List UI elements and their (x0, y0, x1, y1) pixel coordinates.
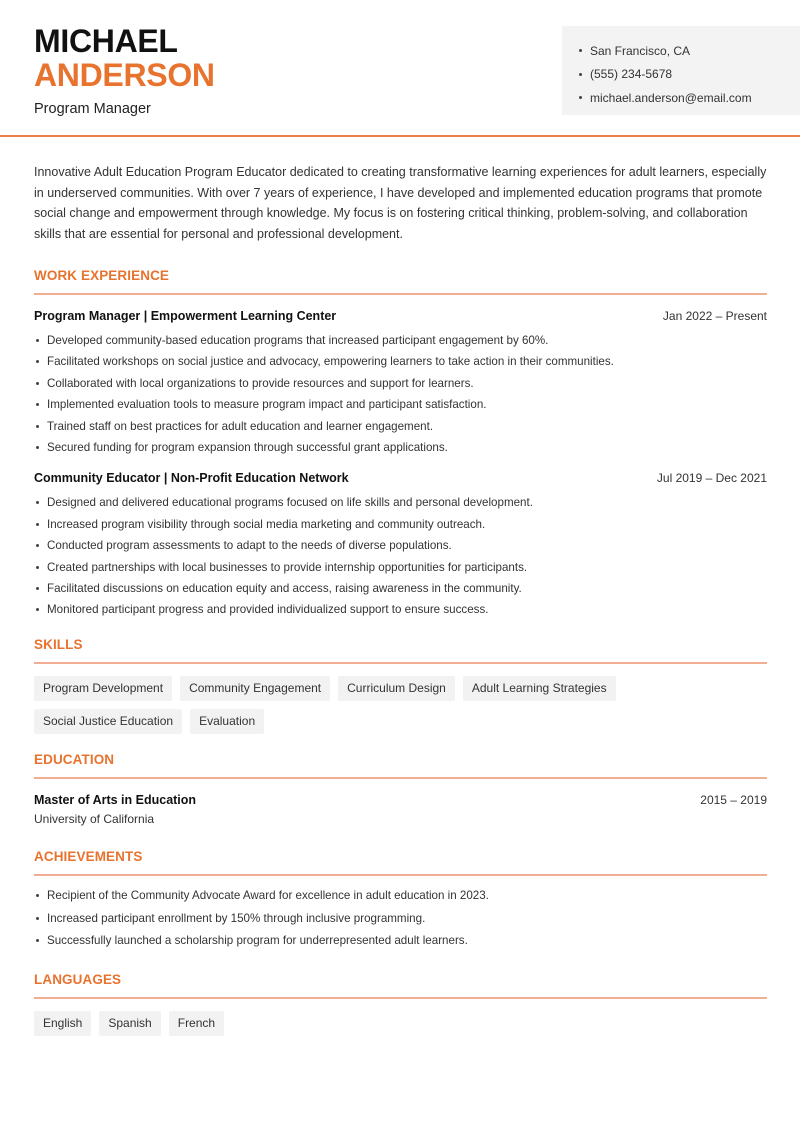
bullet-icon (36, 917, 39, 920)
bullet-icon (36, 544, 39, 547)
section-divider (34, 777, 767, 779)
list-item-text: Facilitated workshops on social justice and advocacy, empowering learners to take action in their communities. (47, 355, 614, 369)
contact-email (579, 86, 800, 110)
list-item (34, 885, 767, 908)
resume-body (34, 137, 767, 1036)
section-divider (34, 293, 767, 295)
job-dates: Jul 2019 – Dec 2021 (656, 471, 767, 486)
job-entry (34, 471, 767, 620)
section-title: WORK EXPERIENCE (34, 267, 170, 283)
list-item (34, 907, 767, 930)
list-item-text: Monitored participant progress and provided individualized support to ensure success. (47, 603, 489, 617)
bullet-icon (36, 403, 39, 406)
job-bullets (34, 330, 767, 458)
skill-tag: Community Engagement (180, 676, 330, 701)
contact-location-text: San Francisco, CA (590, 43, 691, 58)
bullet-icon (579, 96, 582, 99)
job-role: Program Manager | Empowerment Learning Center (34, 308, 337, 323)
list-item (34, 535, 767, 556)
education-header (34, 793, 767, 807)
list-item (34, 394, 767, 415)
bullet-icon (36, 894, 39, 897)
section-divider (34, 997, 767, 999)
section-title: ACHIEVEMENTS (34, 848, 143, 864)
section-title: LANGUAGES (34, 972, 122, 987)
last-name: ANDERSON (34, 57, 215, 93)
list-item (34, 330, 767, 351)
language-tags (34, 1011, 767, 1036)
job-role: Community Educator | Non-Profit Education Network (34, 471, 349, 486)
job-bullets (34, 492, 767, 620)
list-item (34, 437, 767, 458)
list-item-text: Facilitated discussions on education equity and access, raising awareness in the community. (47, 581, 522, 595)
list-item-text: Designed and delivered educational programs focused on life skills and personal development. (47, 496, 533, 510)
list-item-text: Recipient of the Community Advocate Award for excellence in adult education in 2023. (47, 889, 489, 903)
section-title: SKILLS (34, 636, 83, 652)
list-item-text: Created partnerships with local businesses to provide internship opportunities for participants. (47, 560, 528, 574)
achievement-bullets (34, 885, 767, 953)
list-item (34, 578, 767, 599)
section-title: EDUCATION (34, 751, 115, 767)
bullet-icon (579, 73, 582, 76)
achievements-section (34, 849, 767, 953)
list-item (34, 415, 767, 436)
skills-section (34, 637, 767, 734)
name-block (34, 24, 215, 117)
job-header (34, 471, 767, 485)
list-item-text: Conducted program assessments to adapt to the needs of diverse populations. (47, 539, 452, 553)
list-item-text: Secured funding for program expansion through successful grant applications. (47, 440, 448, 454)
bullet-icon (36, 608, 39, 611)
list-item-text: Successfully launched a scholarship program for underrepresented adult learners. (47, 934, 468, 948)
list-item-text: Increased program visibility through social media marketing and community outreach. (47, 517, 486, 531)
summary: Innovative Adult Education Program Educator dedicated to creating transformative learning experiences for adult learners, especially in underserved communities. With over 7 years of experience, I have developed and implemented education programs that promote social change and empowerment through knowledge. My focus is on fostering critical thinking, problem-solving, and collaboration skills that are essential for personal and professional development. (34, 165, 767, 242)
bullet-icon (579, 49, 582, 52)
skill-tag: Curriculum Design (338, 676, 455, 701)
skill-tag: Adult Learning Strategies (463, 676, 616, 701)
list-item-text: Developed community-based education programs that increased participant engagement by 60%. (47, 334, 549, 347)
bullet-icon (36, 360, 39, 363)
list-item (34, 492, 767, 513)
skill-tag: Social Justice Education (34, 709, 182, 734)
bullet-icon (36, 501, 39, 504)
section-divider (34, 874, 767, 876)
contact-box (562, 26, 800, 115)
job-header (34, 309, 767, 323)
contact-location (579, 39, 800, 63)
bullet-icon (36, 446, 39, 449)
skill-tag: Evaluation (190, 709, 264, 734)
school: University of California (34, 811, 155, 826)
list-item-text: Increased participant enrollment by 150% through inclusive programming. (47, 911, 426, 925)
list-item (34, 514, 767, 535)
language-tag: Spanish (99, 1011, 160, 1036)
languages-section (34, 972, 767, 1036)
list-item (34, 599, 767, 620)
first-name: MICHAEL (34, 23, 178, 59)
job-entry (34, 309, 767, 458)
resume-header (0, 0, 800, 137)
job-dates: Jan 2022 – Present (662, 308, 767, 323)
contact-phone (579, 63, 800, 87)
list-item (34, 373, 767, 394)
language-tag: French (169, 1011, 224, 1036)
bullet-icon (36, 939, 39, 942)
contact-phone-text: (555) 234-5678 (590, 67, 673, 82)
job-title: Program Manager (34, 101, 151, 117)
list-item-text: Collaborated with local organizations to provide resources and support for learners. (47, 376, 474, 390)
degree: Master of Arts in Education (34, 792, 197, 807)
skill-tag: Program Development (34, 676, 172, 701)
education-dates: 2015 – 2019 (700, 792, 767, 807)
list-item (34, 556, 767, 577)
contact-email-text: michael.anderson@email.com (590, 90, 752, 105)
education-section (34, 752, 767, 826)
list-item (34, 930, 767, 953)
language-tag: English (34, 1011, 91, 1036)
section-divider (34, 662, 767, 664)
bullet-icon (36, 566, 39, 569)
list-item-text: Implemented evaluation tools to measure program impact and participant satisfaction. (47, 398, 487, 412)
bullet-icon (36, 382, 39, 385)
work-experience-section (34, 268, 767, 621)
list-item-text: Trained staff on best practices for adult education and learner engagement. (47, 419, 434, 433)
skills-tags (34, 676, 767, 734)
bullet-icon (36, 523, 39, 526)
bullet-icon (36, 425, 39, 428)
list-item (34, 351, 767, 372)
bullet-icon (36, 587, 39, 590)
bullet-icon (36, 339, 39, 342)
